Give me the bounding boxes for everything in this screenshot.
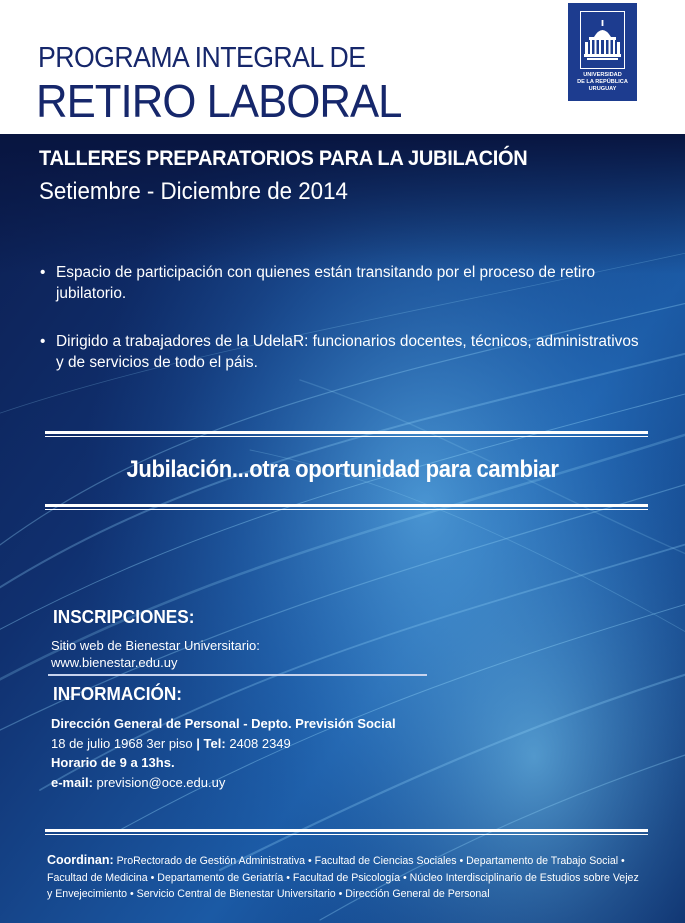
info-heading: INFORMACIÓN: <box>53 683 183 704</box>
footer-text: ProRectorado de Gestión Administrativa • Facultad de Ciencias Sociales • Departamento de Trabajo Social • Facultad de Medicina • Departamento de Geriatría • Facultad de Psicología • Núcleo Interdisciplinario de Estudios sobre Vejez y Envejecimiento • Servicio Central de Bienestar Universitario • Dirección General de Personal <box>47 855 639 900</box>
program-title-line1: PROGRAMA INTEGRAL DE <box>38 42 366 74</box>
bullet-icon: • <box>40 264 46 281</box>
info-tel-value: 2408 2349 <box>225 735 291 751</box>
info-tel-label: Tel: <box>203 735 226 751</box>
divider-top <box>45 431 648 437</box>
registration-heading: INSCRIPCIONES: <box>53 606 195 627</box>
university-logo <box>568 3 637 101</box>
bullet-item <box>40 262 650 304</box>
footer-label: Coordinan: <box>47 853 114 867</box>
info-block <box>51 714 396 792</box>
registration-website-link[interactable]: www.bienestar.edu.uy <box>51 655 178 670</box>
workshop-title: TALLERES PREPARATORIOS PARA LA JUBILACIÓN <box>39 146 528 170</box>
info-hours: Horario de 9 a 13hs. <box>51 755 175 770</box>
footer-coordinators <box>47 852 645 903</box>
university-building-icon <box>580 11 625 69</box>
registration-line: Sitio web de Bienestar Universitario: <box>51 638 260 653</box>
info-separator: | <box>192 735 204 751</box>
registration-text <box>51 637 260 671</box>
info-email-label: e-mail: <box>51 774 93 790</box>
program-title-line2: RETIRO LABORAL <box>36 75 402 127</box>
divider-footer <box>45 829 648 835</box>
logo-text-line2: DE LA REPÚBLICA <box>577 79 628 85</box>
info-department: Dirección General de Personal - Depto. Previsión Social <box>51 716 396 731</box>
bullet-text: Espacio de participación con quienes están transitando por el proceso de retiro jubilatorio. <box>56 264 596 302</box>
divider-bottom <box>45 504 648 510</box>
slogan: Jubilación...otra oportunidad para cambiar <box>126 456 559 483</box>
registration-underline <box>48 674 427 676</box>
workshop-dates: Setiembre - Diciembre de 2014 <box>39 178 348 205</box>
header-band <box>0 0 685 134</box>
bullet-icon: • <box>40 333 46 350</box>
info-address: 18 de julio 1968 3er piso <box>51 735 193 751</box>
logo-text-line3: URUGUAY <box>588 86 617 92</box>
logo-text-line1: UNIVERSIDAD <box>583 72 622 78</box>
info-email-link[interactable]: prevision@oce.edu.uy <box>92 774 226 790</box>
bullet-item <box>40 331 650 373</box>
bullet-text: Dirigido a trabajadores de la UdelaR: funcionarios docentes, técnicos, administrativos y de servicios de todo el páis. <box>56 333 639 371</box>
